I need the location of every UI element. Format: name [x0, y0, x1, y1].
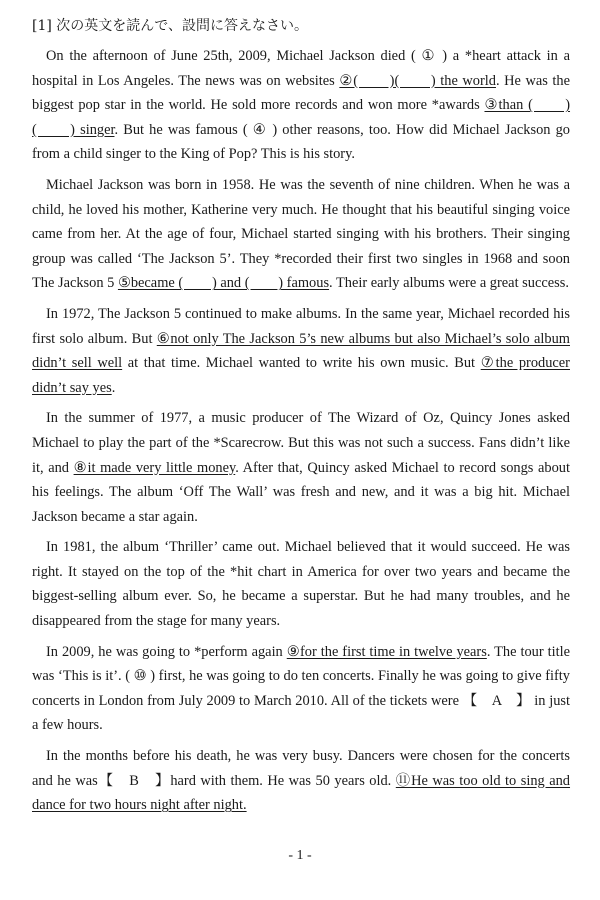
text-run: Michael Jackson was born in 1958. He was the seventh of nine children. When he was a child, he loved his mother, Katherine very much. He thought that his beautiful singing voice came from her. At the age of four, Michael started singing with his brothers. Their singing group was called ‘The Jackson 5’. They *recorded their first two singles in 1968 and soon The Jackson 5: [32, 176, 570, 292]
text-run: In 1972, The Jackson 5 continued to make albums. In the same year, Michael recorded his first solo album. But: [32, 305, 570, 347]
text-run: . After that, Quincy asked Michael to record songs about his feelings. The album ‘Off The Wall’ was fresh and new, and it was a big hit. Michael Jackson became a star again.: [32, 459, 570, 525]
text-run: .: [111, 379, 116, 396]
text-run: . The tour title was ‘This is it’. ( ⑩ ) first, he was going to do ten concerts. Finally he was going to give fifty concerts in London from July 2009 to March 2010. All of the tickets were 【 A 】 in just a few hours.: [32, 643, 570, 734]
underlined-phrase: ⑨for the first time in twelve years: [286, 643, 487, 660]
text-run: . But he was famous ( ④ ) other reasons, too. How did Michael Jackson go from a child singer to the King of Pop? This is his story.: [32, 121, 570, 163]
paragraph: [32, 173, 570, 296]
underlined-phrase: ⑥not only The Jackson 5’s new albums but also Michael’s solo album didn’t sell well: [32, 330, 570, 372]
paragraph: [32, 44, 570, 167]
text-run: On the afternoon of June 25th, 2009, Michael Jackson died ( ① ) a *heart attack in a hospital in Los Angeles. The news was on websites: [32, 48, 570, 89]
reading-passage: [32, 44, 570, 818]
paragraph: [32, 535, 570, 633]
paragraph: [32, 302, 570, 400]
text-run: In 1981, the album ‘Thriller’ came out. Michael believed that it would succeed. He was right. It stayed on the top of the *hit chart in America for over two years and became the biggest-selling album ever. So, he became a superstar. But he had many troubles, and he disappeared from the stage for many years.: [32, 539, 570, 630]
text-run: . He was the biggest pop star in the world. He sold more records and won more *awards: [32, 72, 570, 114]
paragraph: [32, 406, 570, 529]
text-run: In the months before his death, he was very busy. Dancers were chosen for the concerts and he was【 B 】hard with them. He was 50 years old.: [32, 748, 570, 789]
text-run: at that time. Michael wanted to write his own music. But: [122, 355, 481, 372]
question-header: [1] 次の英文を読んで、設問に答えなさい。: [32, 18, 309, 34]
underlined-phrase: ②( )( ) the world: [339, 72, 496, 89]
paragraph: [32, 744, 570, 818]
underlined-phrase: ⑤became ( ) and ( ) famous: [117, 275, 330, 292]
underlined-phrase: ③than ( )( ) singer: [32, 97, 571, 138]
underlined-phrase: ⑦the producer didn’t say yes: [32, 355, 570, 396]
paragraph: [32, 640, 570, 738]
page-number: - 1 -: [288, 848, 312, 863]
underlined-phrase: ⑧it made very little money: [73, 459, 236, 476]
text-run: . Their early albums were a great success.: [329, 275, 569, 292]
underlined-phrase: ⑪He was too old to sing and dance for two hours night after night.: [32, 772, 571, 814]
text-run: In 2009, he was going to *perform again: [46, 643, 287, 660]
text-run: In the summer of 1977, a music producer of The Wizard of Oz, Quincy Jones asked Michael to play the part of the *Scarecrow. But this was not such a success. Fans didn’t like it, and: [32, 410, 570, 476]
